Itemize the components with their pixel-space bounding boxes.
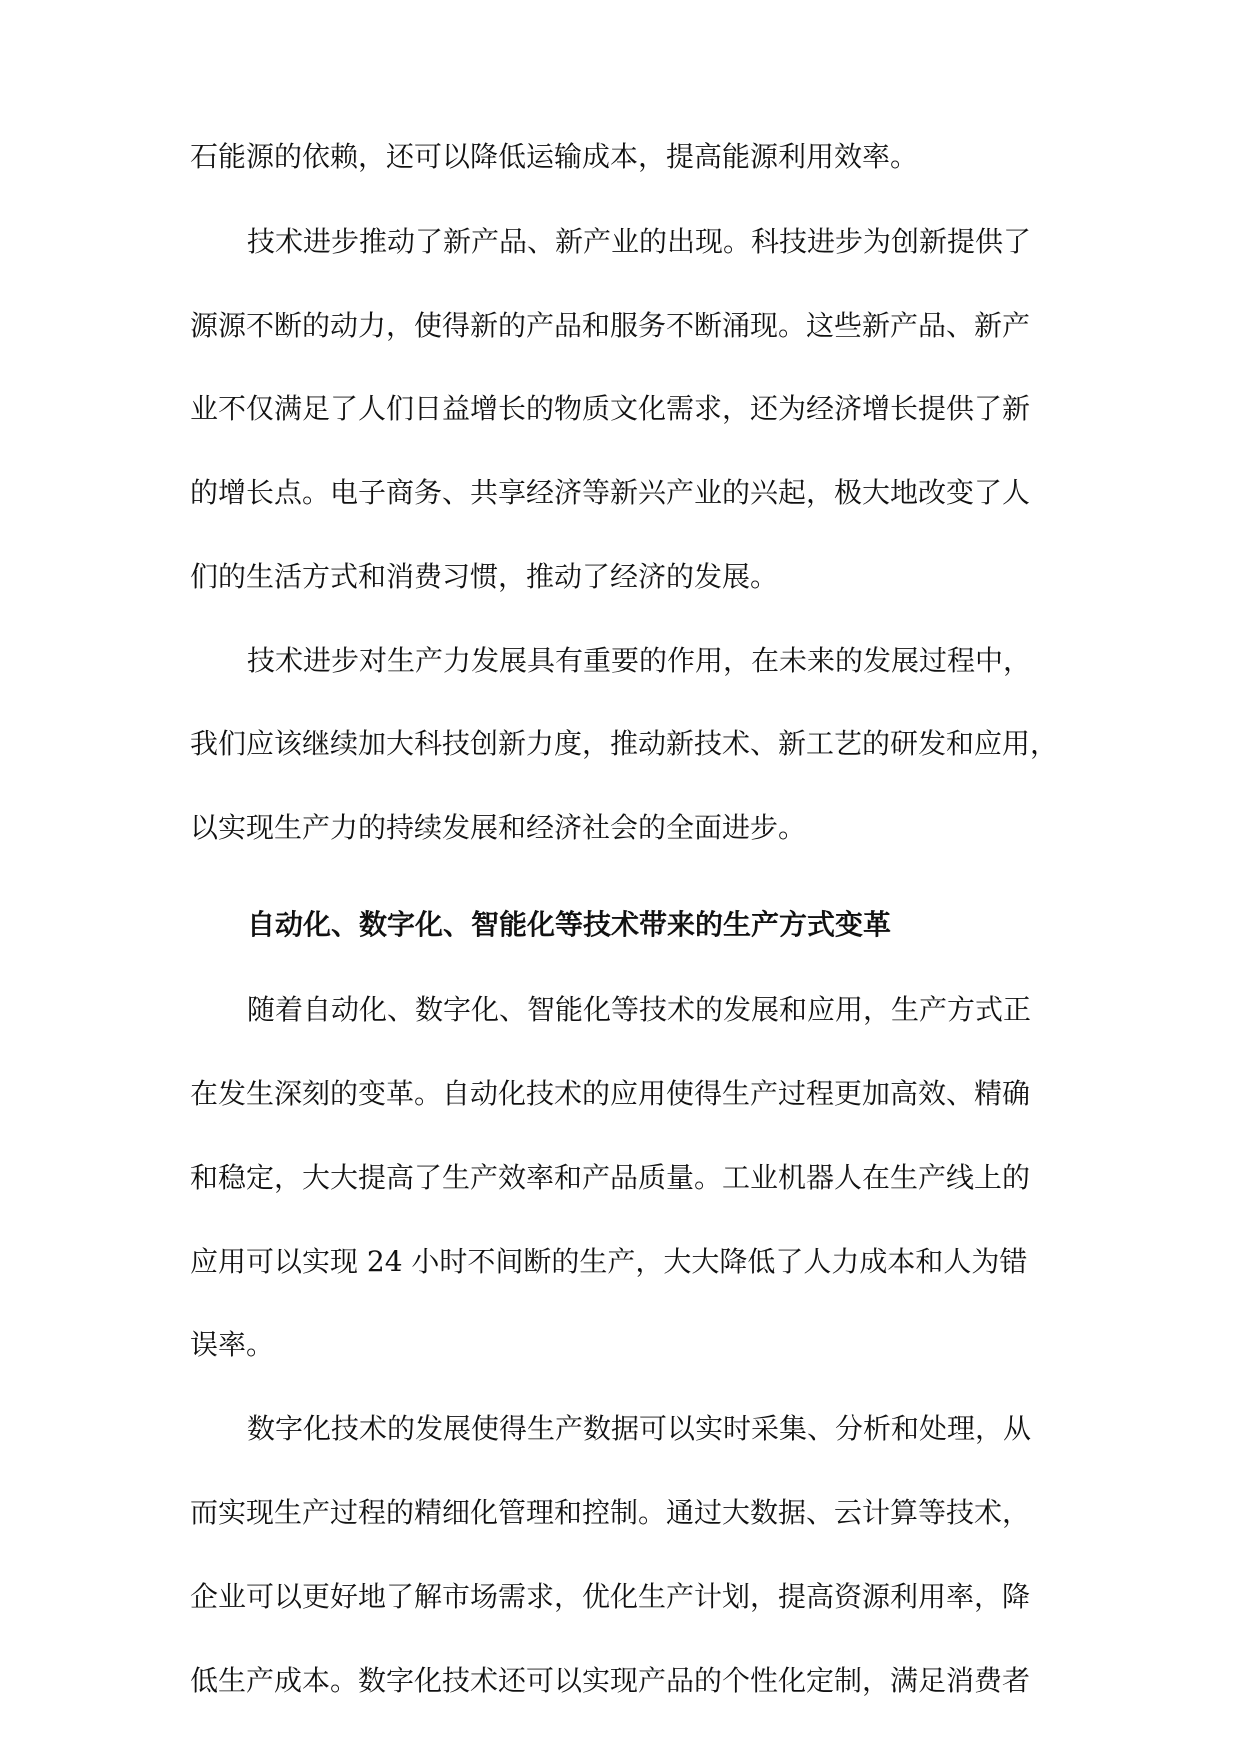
text-line: 的增长点。电子商务、共享经济等新兴产业的兴起，极大地改变了人 — [190, 476, 1031, 509]
text-line: 应用可以实现 24 小时不间断的生产，大大降低了人力成本和人为错 — [190, 1245, 1028, 1278]
text-line: 业不仅满足了人们日益增长的物质文化需求，还为经济增长提供了新 — [190, 392, 1031, 425]
paragraph-first-line: 技术进步对生产力发展具有重要的作用，在未来的发展过程中， — [247, 644, 1032, 677]
text-line: 石能源的依赖，还可以降低运输成本，提高能源利用效率。 — [190, 140, 919, 173]
text-line: 和稳定，大大提高了生产效率和产品质量。工业机器人在生产线上的 — [190, 1161, 1031, 1194]
text-line: 在发生深刻的变革。自动化技术的应用使得生产过程更加高效、精确 — [190, 1077, 1031, 1110]
section-heading: 自动化、数字化、智能化等技术带来的生产方式变革 — [247, 908, 892, 941]
text-line: 低生产成本。数字化技术还可以实现产品的个性化定制，满足消费者 — [190, 1664, 1031, 1697]
text-line: 而实现生产过程的精细化管理和控制。通过大数据、云计算等技术， — [190, 1496, 1031, 1529]
text-line: 以实现生产力的持续发展和经济社会的全面进步。 — [190, 811, 807, 844]
text-line: 企业可以更好地了解市场需求，优化生产计划，提高资源利用率，降 — [190, 1580, 1031, 1613]
paragraph-first-line: 数字化技术的发展使得生产数据可以实时采集、分析和处理，从 — [247, 1412, 1032, 1445]
text-line: 误率。 — [190, 1328, 275, 1361]
paragraph-first-line: 技术进步推动了新产品、新产业的出现。科技进步为创新提供了 — [247, 225, 1032, 258]
text-line: 我们应该继续加大科技创新力度，推动新技术、新工艺的研发和应用， — [190, 727, 1059, 760]
text-line: 源源不断的动力，使得新的产品和服务不断涌现。这些新产品、新产 — [190, 309, 1031, 342]
paragraph-first-line: 随着自动化、数字化、智能化等技术的发展和应用，生产方式正 — [247, 993, 1032, 1026]
text-line: 们的生活方式和消费习惯，推动了经济的发展。 — [190, 560, 779, 593]
